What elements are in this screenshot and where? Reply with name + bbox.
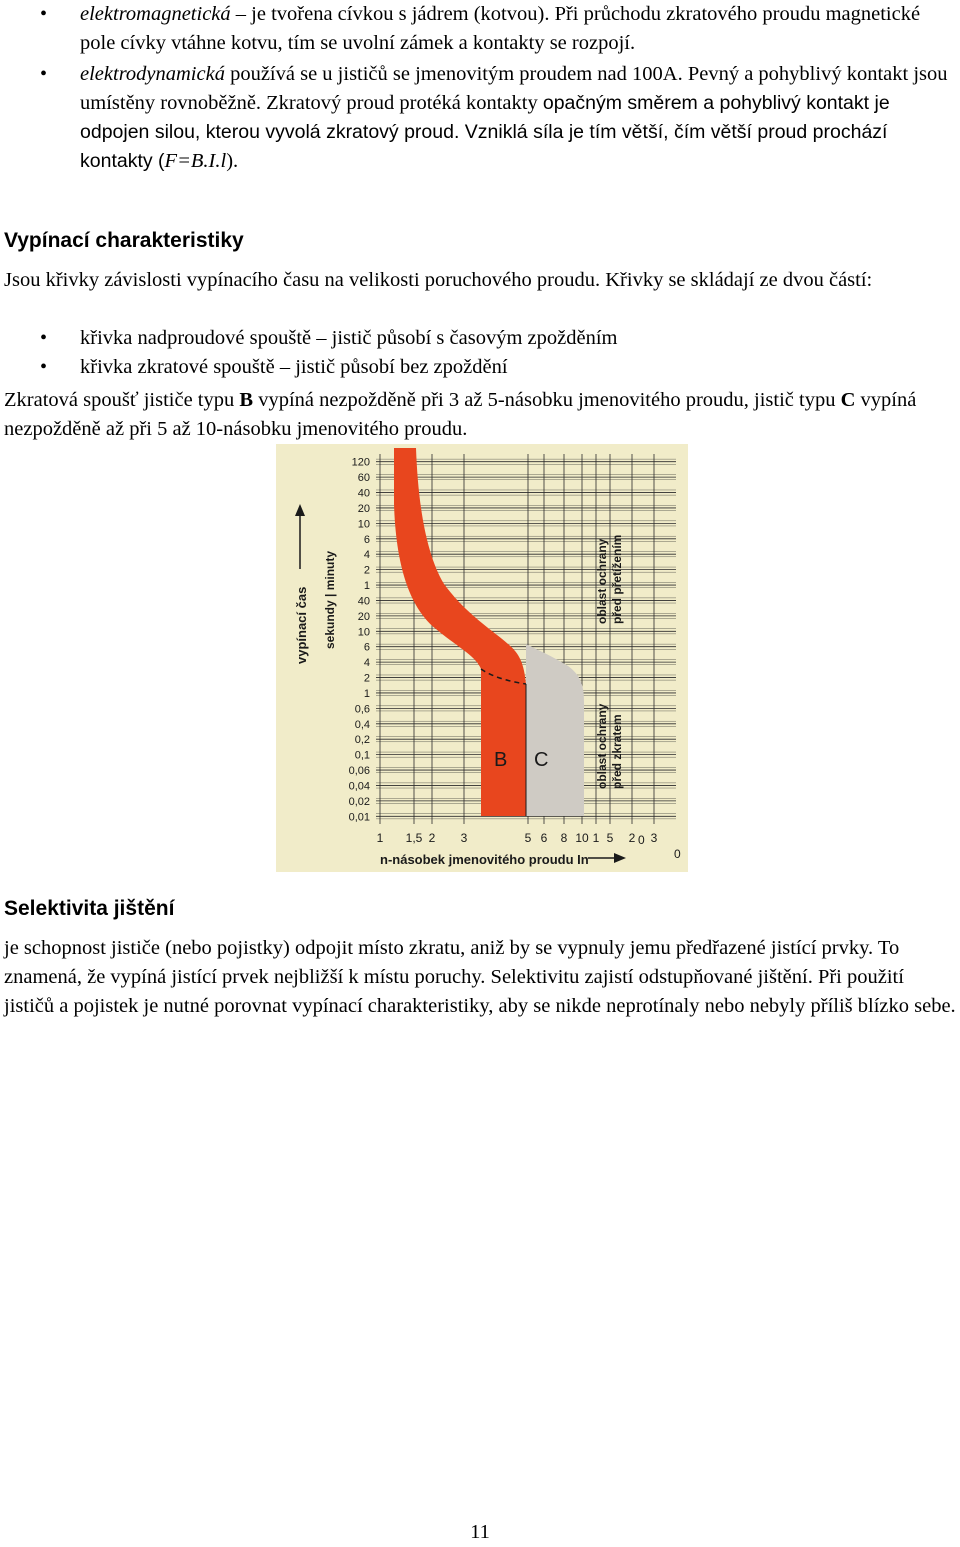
y-tick-label: 0,6 <box>354 703 370 716</box>
section-paragraph <box>4 386 956 444</box>
x-tick-label: 1 <box>376 831 384 845</box>
list-item <box>0 0 960 58</box>
x-tick-bottom: 0 <box>674 847 681 861</box>
para-text: Zkratová spoušť jističe typu <box>4 389 240 411</box>
y-tick-label: 2 <box>363 672 370 685</box>
section-heading-vypinaci: Vypínací charakteristiky <box>4 229 244 252</box>
y-tick-label: 4 <box>363 549 370 562</box>
y-tick-label: 2 <box>363 564 370 577</box>
x-tick-label: 10 <box>575 831 589 845</box>
short-label-1: oblast ochrany <box>595 703 609 789</box>
y-tick-label: 0,4 <box>354 718 370 731</box>
y-tick-label: 0,02 <box>348 795 370 808</box>
y-tick-label: 0,06 <box>348 765 370 778</box>
y-tick-label: 1 <box>363 580 370 593</box>
x-tick-label: 5 <box>606 831 614 845</box>
term-elektromagneticka: elektromagnetická <box>80 3 231 25</box>
list-item-text-sans: opačným směrem a pohyblivý kontakt je odpojen silou, kterou vyvolá zkratový proud. Vzniklá síla je tím větší, čím větší proud prochází kontakty ( <box>80 92 890 172</box>
para-text: vypíná nezpožděně až při 5 až 10-násobku jmenovitého proudu. <box>4 389 917 440</box>
x-tick-label: 6 <box>540 831 548 845</box>
x-tick-bottom: 0 <box>638 833 645 847</box>
overload-label-1: oblast ochrany <box>595 538 609 624</box>
y-tick-label: 0,04 <box>348 780 370 793</box>
x-tick-label: 5 <box>524 831 532 845</box>
list-item-text: – je tvořena cívkou s jádrem (kotvou). Při průchodu zkratového proudu magnetické pole cívky vtáhne kotvu, tím se uvolní zámek a kontakty se rozpojí. <box>80 3 921 54</box>
y-tick-label: 0,1 <box>354 749 370 762</box>
y-tick-label: 10 <box>357 626 370 639</box>
y-tick-label: 0,2 <box>354 734 370 747</box>
curve-c-label: C <box>534 749 549 771</box>
term-elektrodynamicka: elektrodynamická <box>80 63 225 85</box>
curve-list <box>0 324 960 382</box>
y-axis-label: vypínací čas <box>294 586 309 664</box>
x-tick-label: 1 <box>592 831 600 845</box>
section-heading-selektivita: Selektivita jištění <box>4 897 175 920</box>
y-tick-label: 20 <box>357 610 370 623</box>
y-units-label: sekundy | minuty <box>323 550 337 649</box>
y-tick-label: 1 <box>363 687 370 700</box>
y-tick-label: 40 <box>357 487 370 500</box>
x-axis-label: n-násobek jmenovitého proudu In <box>380 852 589 867</box>
x-tick-label: 2 <box>428 831 436 845</box>
list-item: • křivka nadproudové spouště – jistič působí s časovým zpožděním <box>0 324 960 353</box>
selektivita-paragraph: je schopnost jističe (nebo pojistky) odpojit místo zkratu, aniž by se vypnuly jemu předřazené jistící prvky. To znamená, že vypíná jistící prvek nejbližší k místu poruchy. Selektivitu zajistí odstupňované jištění. Při použití jističů a pojistek je nutné porovnat vypínací charakteristiky, aby se nikde neprotínaly nebo nebyly příliš blízko sebe. <box>4 937 956 1017</box>
x-tick-label: 2 <box>628 831 636 845</box>
x-tick-label: 3 <box>460 831 468 845</box>
list-item-text: ). <box>226 150 239 172</box>
tripping-characteristic-chart <box>276 444 688 872</box>
formula: F=B.I.l <box>164 150 227 172</box>
y-tick-label: 0,01 <box>348 811 370 824</box>
list-item <box>0 60 960 176</box>
y-tick-label: 40 <box>357 595 370 608</box>
top-bullet-list <box>0 0 960 176</box>
x-tick-label: 8 <box>560 831 568 845</box>
x-tick-label: 3 <box>650 831 658 845</box>
short-label-2: před zkratem <box>610 714 624 789</box>
list-item-text: používá se u jističů se jmenovitým proudem nad 100A. Pevný a pohyblivý kontakt jsou umístěny rovnoběžně. Zkratový proud protéká kontakty <box>80 63 948 114</box>
curve-b-label: B <box>494 749 508 771</box>
y-tick-label: 20 <box>357 502 370 515</box>
list-item: • křivka zkratové spouště – jistič působí bez zpoždění <box>0 353 960 382</box>
y-tick-label: 10 <box>357 518 370 531</box>
x-tick-label: 1,5 <box>405 831 423 845</box>
y-tick-label: 120 <box>351 456 370 469</box>
y-tick-label: 6 <box>363 641 370 654</box>
overload-label-2: před přetížením <box>610 534 624 624</box>
y-tick-label: 60 <box>357 472 370 485</box>
type-b: B <box>239 389 254 411</box>
page-number: 11 <box>470 1521 490 1543</box>
y-tick-label: 6 <box>363 533 370 546</box>
type-c: C <box>840 389 856 411</box>
para-text: vypíná nezpožděně při 3 až 5-násobku jmenovitého proudu, jistič typu <box>253 389 841 411</box>
y-tick-label: 4 <box>363 657 370 670</box>
section-intro: Jsou křivky závislosti vypínacího času na velikosti poruchového proudu. Křivky se skládají ze dvou částí: <box>4 269 873 291</box>
